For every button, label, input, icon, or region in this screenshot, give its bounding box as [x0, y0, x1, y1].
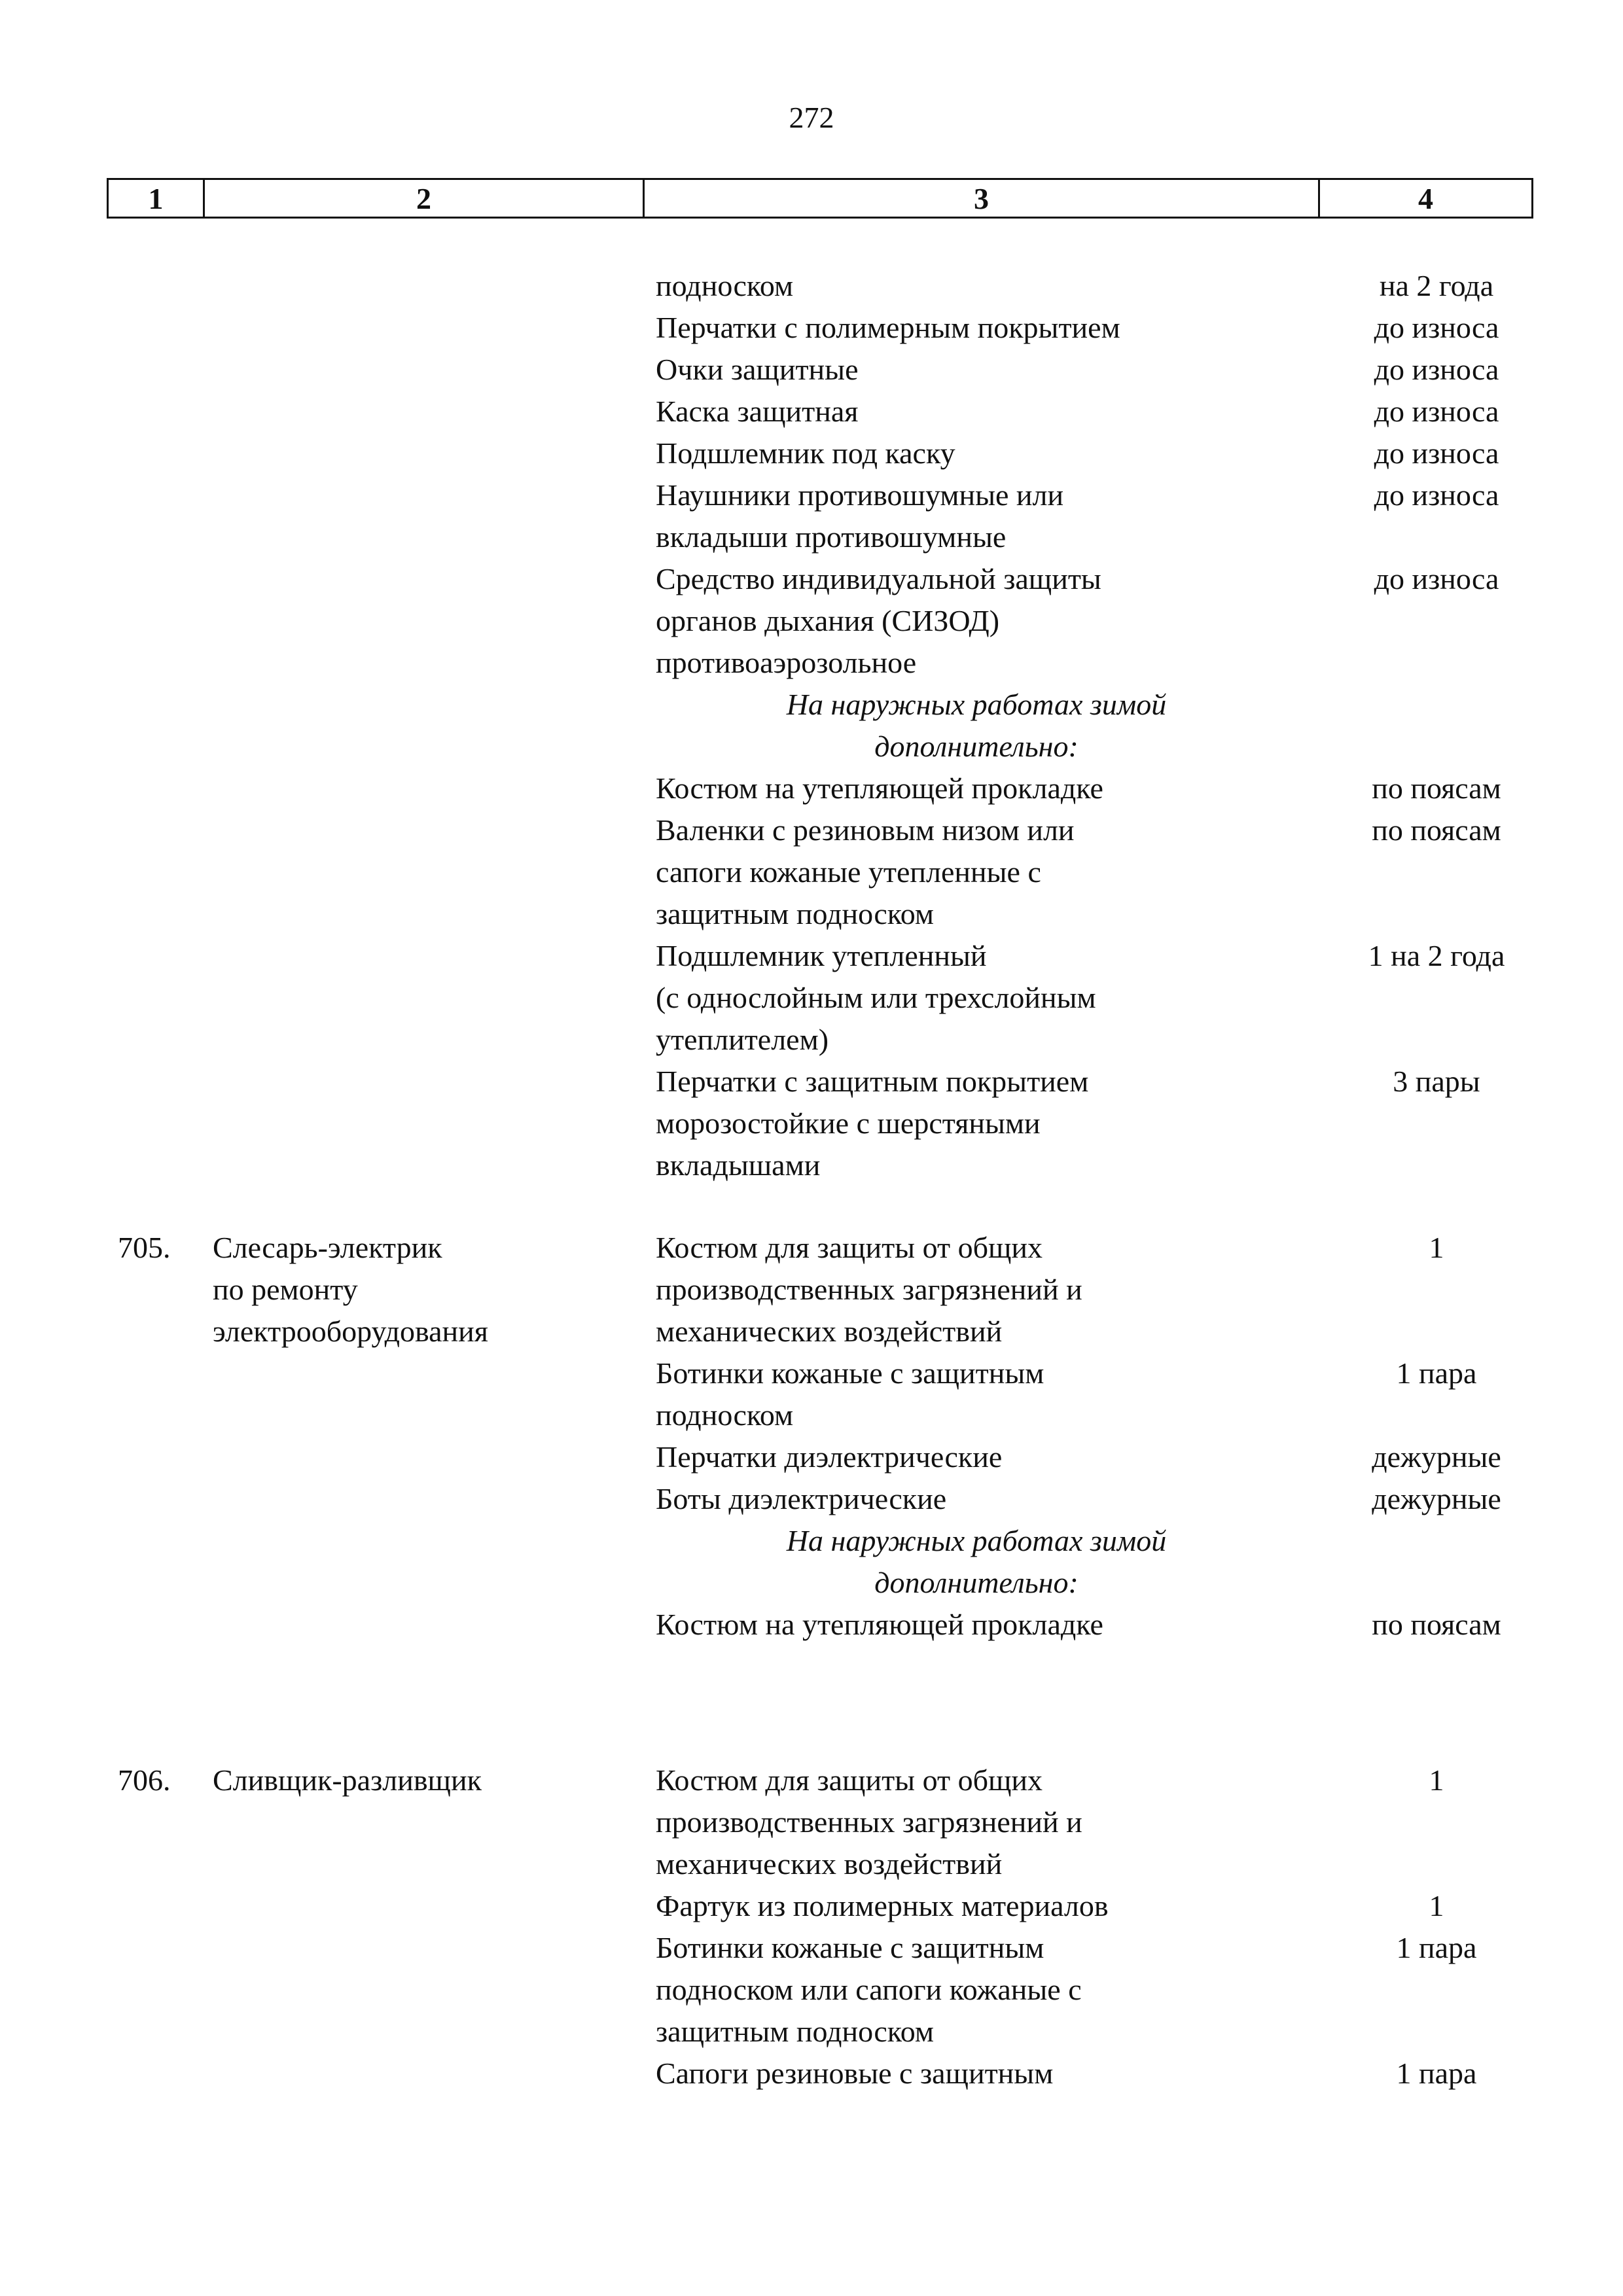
issue-norm: 3 пары	[1393, 1065, 1480, 1098]
issue-norm: по поясам	[1372, 813, 1501, 847]
column-header-4: 4	[1318, 180, 1531, 217]
issue-norm: по поясам	[1372, 1608, 1501, 1641]
issue-norm: 1	[1429, 1231, 1444, 1264]
job-title-line: Слесарь-электрик	[213, 1231, 442, 1264]
item-line: Костюм для защиты от общих	[656, 1763, 1043, 1797]
issue-norm: дежурные	[1372, 1440, 1501, 1474]
issue-norm: 1 пара	[1396, 1356, 1477, 1390]
item-line: Костюм для защиты от общих	[656, 1231, 1043, 1264]
section-note: дополнительно:	[874, 1566, 1079, 1599]
entry-number: 706.	[118, 1763, 171, 1797]
item-line: производственных загрязнений и	[656, 1805, 1082, 1839]
item-line: органов дыхания (СИЗОД)	[656, 604, 1000, 637]
job-title-line: электрооборудования	[213, 1315, 488, 1348]
item-line: Ботинки кожаные с защитным	[656, 1356, 1044, 1390]
item-line: морозостойкие с шерстяными	[656, 1106, 1041, 1140]
item-line: Костюм на утепляющей прокладке	[656, 1608, 1103, 1641]
item-line: противоаэрозольное	[656, 646, 917, 679]
item-line: Каска защитная	[656, 395, 859, 428]
job-title-line: Сливщик-разливщик	[213, 1763, 482, 1797]
item-line: Перчатки с защитным покрытием	[656, 1065, 1089, 1098]
item-line: подноском	[656, 269, 794, 302]
column-header-2: 2	[203, 180, 643, 217]
item-line: Средство индивидуальной защиты	[656, 562, 1101, 595]
issue-norm: 1 пара	[1396, 2057, 1477, 2090]
issue-norm: до износа	[1374, 311, 1499, 344]
issue-norm: до износа	[1374, 353, 1499, 386]
issue-norm: 1 на 2 года	[1368, 939, 1505, 972]
item-line: механических воздействий	[656, 1315, 1003, 1348]
issue-norm: по поясам	[1372, 771, 1501, 805]
column-header-row	[107, 178, 1533, 219]
item-line: защитным подноском	[656, 897, 934, 930]
item-line: подноском	[656, 1398, 794, 1432]
item-line: (с однослойным или трехслойным	[656, 981, 1096, 1014]
item-line: вкладыши противошумные	[656, 520, 1007, 554]
section-note: На наружных работах зимой	[786, 1524, 1167, 1557]
item-line: сапоги кожаные утепленные с	[656, 855, 1041, 889]
issue-norm: дежурные	[1372, 1482, 1501, 1515]
issue-norm: до износа	[1374, 395, 1499, 428]
item-line: защитным подноском	[656, 2015, 934, 2048]
item-line: механических воздействий	[656, 1847, 1003, 1881]
item-line: Подшлемник под каску	[656, 436, 955, 470]
item-line: Подшлемник утепленный	[656, 939, 987, 972]
item-line: производственных загрязнений и	[656, 1273, 1082, 1306]
column-header-3: 3	[643, 180, 1318, 217]
entry-number: 705.	[118, 1231, 171, 1264]
item-line: Ботинки кожаные с защитным	[656, 1931, 1044, 1964]
issue-norm: 1 пара	[1396, 1931, 1477, 1964]
column-header-1: 1	[148, 181, 164, 215]
section-note: На наружных работах зимой	[786, 688, 1167, 721]
page-number: 272	[789, 101, 834, 134]
issue-norm: до износа	[1374, 562, 1499, 595]
item-line: утеплителем)	[656, 1023, 829, 1056]
section-note: дополнительно:	[874, 730, 1079, 763]
item-line: вкладышами	[656, 1148, 821, 1182]
item-line: Перчатки с полимерным покрытием	[656, 311, 1120, 344]
item-line: Сапоги резиновые с защитным	[656, 2057, 1054, 2090]
item-line: Костюм на утепляющей прокладке	[656, 771, 1103, 805]
issue-norm: до износа	[1374, 478, 1499, 512]
item-line: подноском или сапоги кожаные с	[656, 1973, 1082, 2006]
item-line: Перчатки диэлектрические	[656, 1440, 1003, 1474]
issue-norm: 1	[1429, 1763, 1444, 1797]
item-line: Валенки с резиновым низом или	[656, 813, 1075, 847]
issue-norm: на 2 года	[1379, 269, 1494, 302]
item-line: Очки защитные	[656, 353, 859, 386]
item-line: Боты диэлектрические	[656, 1482, 947, 1515]
issue-norm: до износа	[1374, 436, 1499, 470]
issue-norm: 1	[1429, 1889, 1444, 1922]
item-line: Наушники противошумные или	[656, 478, 1064, 512]
job-title-line: по ремонту	[213, 1273, 358, 1306]
item-line: Фартук из полимерных материалов	[656, 1889, 1109, 1922]
